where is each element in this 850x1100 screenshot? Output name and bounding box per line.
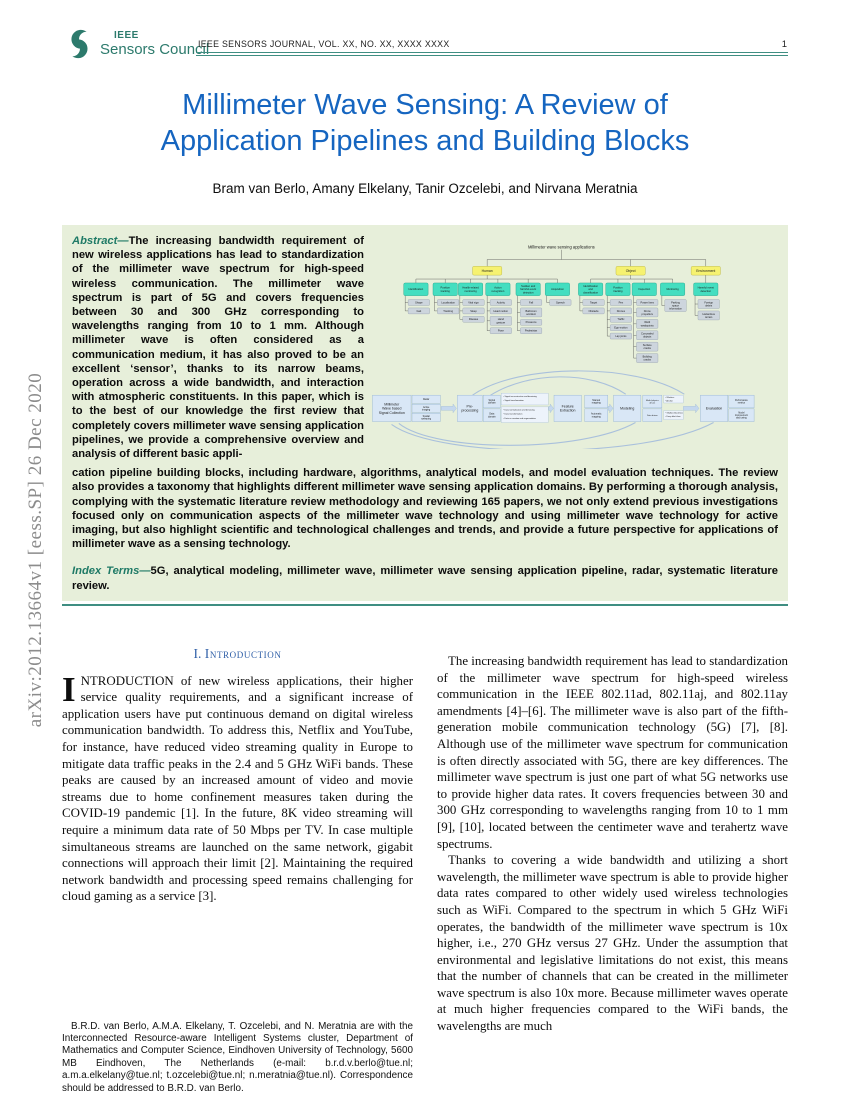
svg-text:Speech: Speech bbox=[555, 301, 565, 305]
body-paragraph-1: The increasing bandwidth requirement has lead to standardization of the millimeter wave spectrum for high-speed wireless communication in the IEEE 802.11ad, 802.11aj, and 802.11ay amendments [4]–[6]. The millimeter wave is also part of the fifth-generation mobile communication technology (5G) [7], [8]. Although use of the millimeter wave spectrum for communication is often directly associated with 5G, there are key differences. The millimeter wave spectrum is just one part of what 5G networks use to provide higher data rates. It covers frequencies between 30 and 300 GHz corresponding to wavelengths ranging from 10 to 1 mm [9], [10], located between the centimeter wave and terahertz wave spectrums. bbox=[437, 654, 788, 851]
svg-text:Math./physicsdriven: Math./physics driven bbox=[645, 400, 659, 405]
svg-text:Identificationandclassificatio: Identification and classification bbox=[583, 285, 599, 295]
svg-text:Harmful eventdetection: Harmful event detection bbox=[697, 286, 714, 293]
drop-cap: I bbox=[62, 669, 76, 709]
abstract-text-wide: cation pipeline building blocks, including hardware, algorithms, analytical models, and model evaluation techniques. The review also provides a taxonomy that highlights different millimeter wave sensing application domains. By performing a thorough analysis, complying with the systematic literature review methodology and reviewing 165 papers, we not only extend previous investigations focused only on communication aspects of the millimeter wave technology and using millimeter wave technology for active imaging, but also highlight scientific and technological challenges and trends, and provide a future perspective for applications of millimeter wave as a sensing technology. bbox=[72, 467, 778, 551]
abstract-figure bbox=[372, 234, 778, 461]
svg-text:Sudden andharmful eventdetecti: Sudden and harmful event detection bbox=[520, 285, 537, 295]
svg-text:Drones: Drones bbox=[616, 309, 626, 313]
author-list: Bram van Berlo, Amany Elkelany, Tanir Ozcelebi, and Nirvana Meratnia bbox=[212, 181, 638, 196]
svg-text:Identification: Identification bbox=[408, 288, 424, 292]
svg-text:Target: Target bbox=[589, 301, 598, 305]
svg-text:Sleep: Sleep bbox=[470, 309, 477, 313]
svg-text:Human: Human bbox=[481, 268, 493, 273]
svg-text:Foreigndebris: Foreign debris bbox=[704, 301, 714, 308]
svg-text:Manualmapping: Manual mapping bbox=[591, 399, 601, 405]
page-number: 1 bbox=[781, 39, 787, 50]
svg-text:Hazardousterrain: Hazardous terrain bbox=[702, 312, 715, 319]
paper-title bbox=[0, 88, 850, 160]
svg-text:Environment: Environment bbox=[696, 268, 716, 273]
svg-text:Datadomain: Data domain bbox=[487, 413, 496, 419]
svg-text:Evaluation: Evaluation bbox=[705, 406, 723, 411]
svg-text:Dronepropellers: Drone propellers bbox=[641, 309, 653, 316]
section-heading-introduction: I. Introduction bbox=[193, 646, 282, 661]
svg-text:Vital sign: Vital sign bbox=[468, 301, 479, 305]
svg-text:• Shallow black box: • Shallow black box bbox=[665, 412, 683, 415]
svg-text:Presence: Presence bbox=[525, 321, 537, 325]
svg-text:Head motion: Head motion bbox=[493, 309, 509, 313]
svg-text:Activeimaging: Active imaging bbox=[422, 406, 431, 412]
svg-text:Modeling: Modeling bbox=[620, 406, 635, 411]
svg-text:• Data normalization and denoi: • Data normalization and denoising bbox=[503, 409, 535, 412]
svg-text:MillimeterWave basedSignal Col: Millimeter Wave based Signal Collection bbox=[378, 402, 405, 415]
svg-text:Health-relatedmonitoring: Health-related monitoring bbox=[462, 286, 479, 293]
left-column bbox=[62, 640, 413, 1095]
svg-text:• Signal transformation: • Signal transformation bbox=[503, 400, 524, 403]
header-double-rule bbox=[196, 52, 788, 56]
abstract-box bbox=[62, 225, 788, 601]
svg-text:Tracking: Tracking bbox=[443, 309, 454, 313]
body-paragraph-2: Thanks to covering a wide bandwidth and utilizing a short wavelength, the millimeter wave spectrum is able to provide higher data rates compared to other widely used wireless technologies such as WiFi. Compared to the spectrum in which 5 GHz WiFi operates, the bandwidth of the millimeter wave spectrum is 10x higher, i.e., 270 GHz versus 27 GHz. Under the assumption that environmental and legislative limitations do not exist, this means that the number of channels that can be created in the millimeter wave spectrum is also 10x more. Because millimeter waves operate at much higher frequencies compared to the WiFi bands, the wavelengths are much bbox=[437, 853, 788, 1034]
abstract-text-narrow: Abstract—The increasing bandwidth requirement of new wireless applications has lead to standardization of the millimeter wave spectrum for high-speed wireless communication. The millimeter wave spectrum is part of 5G and covers frequencies between 30 and 300 GHz corresponding to wavelengths ranging from 10 to 1 mm. Although millimeter wave is often considered as a communication medium, it has also proved to be an excellent ‘sensor’, thanks to its narrow beams, operation across a wide bandwidth, and interaction with atmospheric constituents. In this paper, which is to the best of our knowledge the first review that completely covers millimeter wave sensing application pipelines, we provide a comprehensive overview and analysis of different basic appli- bbox=[72, 235, 364, 461]
svg-text:Positiontracking: Position tracking bbox=[613, 286, 623, 293]
svg-text:Automaticmapping: Automatic mapping bbox=[591, 413, 602, 419]
index-terms: Index Terms—5G, analytical modeling, millimeter wave, millimeter wave sensing application pipeline, radar, systematic literature review. bbox=[72, 565, 779, 592]
svg-text:Traffic: Traffic bbox=[617, 318, 625, 322]
svg-text:• Deep black box: • Deep black box bbox=[665, 416, 681, 419]
svg-text:FeatureExtraction: Feature Extraction bbox=[559, 404, 576, 413]
svg-text:Surfacecracks: Surface cracks bbox=[642, 344, 652, 351]
author-footnote: B.R.D. van Berlo, A.M.A. Elkelany, T. Ozcelebi, and N. Meratnia are with the Interconnected Resource-aware Intelligent Systems cluster, Department of Mathematics and Computer Science, Eindhoven University of Technology, 5600 MB Eindhoven, The Netherlands (e-mail: b.r.d.v.berlo@tue.nl; a.m.a.elkelany@tue.nl; t.ozcelebi@tue.nl; n.meratnia@tue.nl). Correspondence should be addressed to B.R.D. van Berlo. bbox=[62, 1020, 413, 1094]
arxiv-sidebar-label: arXiv:2012.13664v1 [eess.SP] 26 Dec 2020 bbox=[25, 372, 46, 728]
svg-text:Pedestrian: Pedestrian bbox=[524, 329, 538, 333]
svg-text:Actionrecognition: Action recognition bbox=[491, 286, 505, 293]
svg-text:Pen: Pen bbox=[618, 301, 624, 305]
body-columns bbox=[62, 640, 788, 1095]
svg-text:Obstacle: Obstacle bbox=[588, 309, 599, 313]
svg-text:Radar: Radar bbox=[422, 399, 430, 402]
svg-text:Positiontracking: Position tracking bbox=[440, 286, 450, 293]
ieee-sensors-council-logo bbox=[62, 28, 209, 60]
svg-text:• Wireless: • Wireless bbox=[665, 397, 675, 400]
svg-text:Monitoring: Monitoring bbox=[666, 288, 679, 292]
journal-title: IEEE SENSORS JOURNAL, VOL. XX, NO. XX, XXXX XXXX bbox=[198, 39, 450, 49]
svg-text:• Anchor: • Anchor bbox=[665, 400, 673, 403]
svg-text:Disease: Disease bbox=[468, 318, 479, 322]
svg-text:Acquisition: Acquisition bbox=[551, 288, 564, 292]
svg-text:Modelimprovementand tuning: Model improvement and tuning bbox=[734, 412, 748, 420]
right-column bbox=[437, 640, 788, 1095]
svg-text:Pose: Pose bbox=[497, 329, 504, 333]
svg-text:Power lines: Power lines bbox=[640, 301, 654, 305]
svg-text:Millimeter wave sensing applic: Millimeter wave sensing applications bbox=[527, 244, 595, 250]
svg-text:Data driven: Data driven bbox=[647, 414, 658, 417]
svg-text:Fall: Fall bbox=[529, 301, 534, 305]
svg-text:Shape: Shape bbox=[415, 301, 423, 305]
svg-text:Object: Object bbox=[625, 268, 636, 273]
svg-text:Handgesture: Hand gesture bbox=[496, 318, 506, 325]
paper-title-line1: Millimeter Wave Sensing: A Review of bbox=[182, 89, 668, 121]
svg-text:• Data transformation: • Data transformation bbox=[503, 413, 523, 416]
svg-text:Parkingspaceinformation: Parking space information bbox=[669, 301, 682, 311]
svg-text:Spatialsweeping: Spatial sweeping bbox=[421, 415, 432, 421]
svg-text:Weldweakpoints: Weld weakpoints bbox=[640, 321, 654, 328]
abstract-label: Abstract— bbox=[72, 235, 129, 247]
svg-text:Lap joints: Lap joints bbox=[615, 335, 627, 339]
svg-text:Concealedobjects: Concealed objects bbox=[641, 332, 654, 339]
svg-text:Activity: Activity bbox=[496, 301, 505, 305]
paper-title-line2: Application Pipelines and Building Blocks bbox=[160, 124, 690, 157]
journal-header bbox=[62, 28, 788, 66]
svg-text:• Signal reconstruction and de: • Signal reconstruction and denoising bbox=[503, 396, 537, 399]
svg-text:Bathroomaccident: Bathroom accident bbox=[525, 309, 537, 316]
svg-text:Performancemetrics: Performance metrics bbox=[735, 400, 748, 405]
logo-mark-icon bbox=[62, 28, 96, 60]
index-terms-label: Index Terms— bbox=[72, 565, 151, 578]
svg-text:• Data re-creation and augment: • Data re-creation and augmentation bbox=[503, 418, 536, 421]
taxonomy-pipeline-figure bbox=[372, 234, 778, 449]
svg-text:Signaldomain: Signal domain bbox=[487, 399, 496, 405]
logo-council-text: Sensors Council bbox=[100, 41, 210, 58]
svg-text:Localization: Localization bbox=[441, 301, 455, 305]
svg-text:Gait: Gait bbox=[416, 309, 422, 313]
logo-ieee-text: IEEE bbox=[114, 30, 139, 41]
svg-text:Inspection: Inspection bbox=[638, 288, 651, 292]
intro-paragraph: INTRODUCTION of new wireless applications, their higher service quality requirements, and a significant increase of application users have put continuous demand on digital wireless communication bandwidth. To address this, Netflix and YouTube, for instance, have reduced video streaming quality in Europe to mitigate data traffic peaks in the 2.4 and 5 GHz WiFi bands. These peaks are caused by an increased amount of video and movie streams due to home confinement measures taken during the COVID-19 pandemic [1]. In the future, 8K video streaming will require a minimum data rate of 50 Mbps per TV. In case multiple simultaneous streams are launched on the same network, gigabit connections will approach their limit [2]. Maintaining the required network bandwidth and processing speed remains challenging for cloud gaming as a service [3]. bbox=[62, 669, 413, 904]
svg-text:Ego-motion: Ego-motion bbox=[614, 326, 628, 330]
svg-text:Pre-processing: Pre-processing bbox=[461, 404, 479, 413]
section-separator-rule bbox=[62, 604, 788, 606]
svg-text:Buildingcracks: Building cracks bbox=[642, 355, 652, 362]
